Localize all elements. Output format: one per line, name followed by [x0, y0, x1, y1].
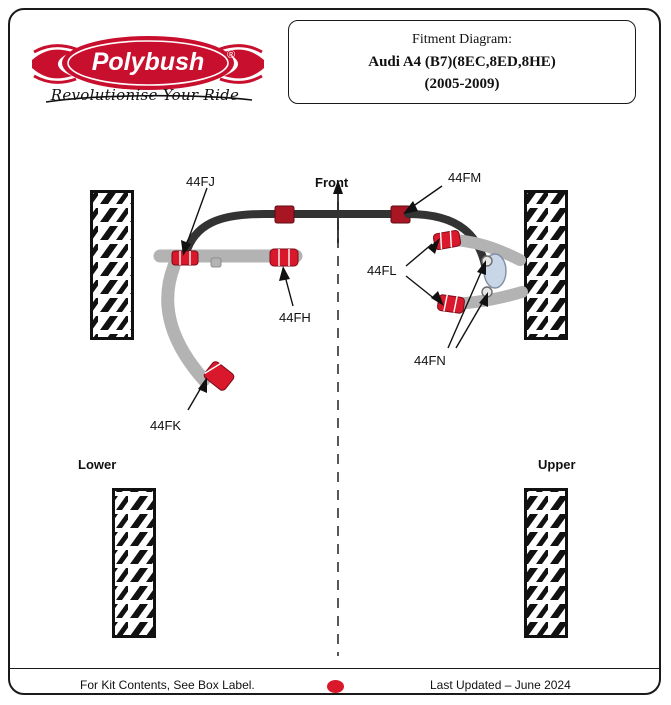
- kit-contents-note: For Kit Contents, See Box Label.: [80, 678, 255, 692]
- upper-label: Upper: [538, 457, 576, 472]
- callout-label-44FL: 44FL: [367, 263, 397, 278]
- bush-44FH: [270, 249, 298, 266]
- tyre-front-right: [524, 190, 568, 340]
- lower-label: Lower: [78, 457, 117, 472]
- callout-label-44FM: 44FM: [448, 170, 482, 185]
- title-line-1: Fitment Diagram:: [412, 32, 512, 47]
- callout-label-44FK: 44FK: [150, 418, 182, 433]
- suspension-diagram: [8, 8, 661, 695]
- front-label: Front: [315, 175, 349, 190]
- callout-label-44FJ: 44FJ: [186, 174, 215, 189]
- title-line-3: (2005-2009): [424, 76, 500, 92]
- tyre-rear-left: [112, 488, 156, 638]
- callout-label-44FH: 44FH: [279, 310, 311, 325]
- left-trailing-arm: [168, 266, 204, 380]
- bush-front-left-mount: [275, 206, 294, 223]
- tyre-front-left: [90, 190, 134, 340]
- last-updated-note: Last Updated – June 2024: [430, 678, 571, 692]
- bush-44FJ: [172, 251, 198, 265]
- title-line-2: Audi A4 (B7)(8EC,8ED,8HE): [368, 54, 556, 70]
- bush-44FK: [203, 359, 236, 392]
- svg-text:Polybush: Polybush: [91, 48, 205, 76]
- brand-tagline: Revolutionise Your Ride: [50, 86, 240, 104]
- svg-text:®: ®: [226, 49, 236, 61]
- red-dot-marker: [327, 680, 344, 693]
- tyre-rear-right: [524, 488, 568, 638]
- footer-divider: [10, 668, 661, 669]
- callout-label-44FN: 44FN: [414, 353, 446, 368]
